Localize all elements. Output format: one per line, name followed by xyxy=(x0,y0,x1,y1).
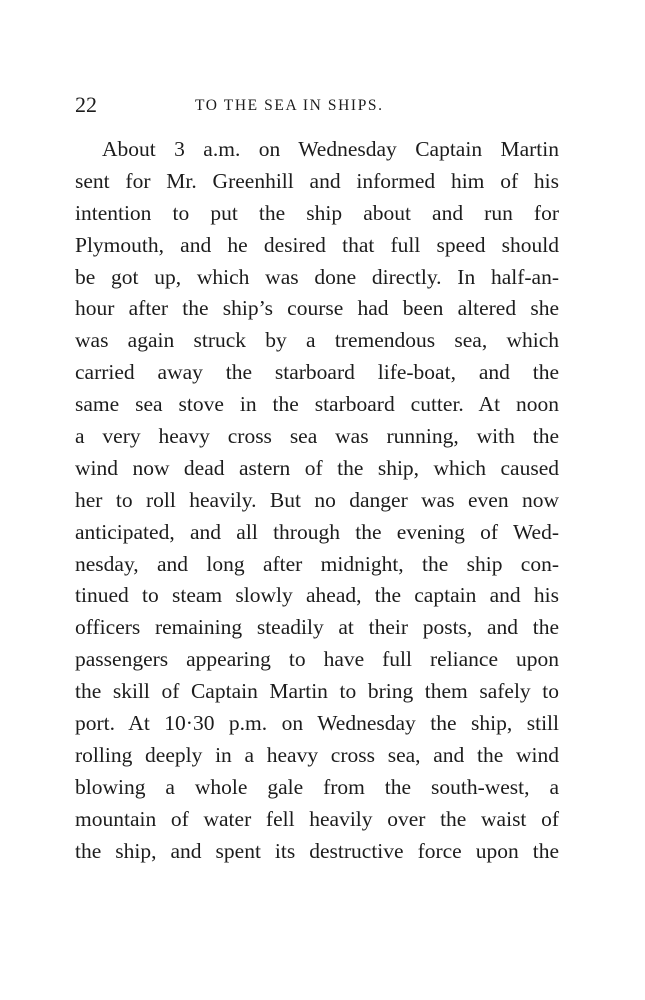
text-line: intention to put the ship about and run for xyxy=(75,200,559,225)
text-line: anticipated, and all through the evening of Wed- xyxy=(75,519,559,544)
text-line: mountain of water fell heavily over the waist of xyxy=(75,806,559,831)
text-line: nesday, and long after midnight, the ship con- xyxy=(75,551,559,576)
text-line: port. At 10·30 p.m. on Wednesday the ship, still xyxy=(75,711,559,736)
running-title: TO THE SEA IN SHIPS. xyxy=(195,97,384,114)
text-line: passengers appearing to have full reliance upon xyxy=(75,647,559,672)
text-line: carried away the starboard life-boat, and the xyxy=(75,360,559,385)
text-line: About 3 a.m. on Wednesday Captain Martin xyxy=(102,137,559,161)
text-line: wind now dead astern of the ship, which caused xyxy=(75,455,559,480)
text-line: be got up, which was done directly. In half-an- xyxy=(75,264,559,289)
text-line: same sea stove in the starboard cutter. At noon xyxy=(75,392,559,417)
text-line: the ship, and spent its destructive force upon the xyxy=(75,838,559,863)
text-line: the skill of Captain Martin to bring them safely to xyxy=(75,679,559,704)
text-line: a very heavy cross sea was running, with the xyxy=(75,424,559,449)
text-line: tinued to steam slowly ahead, the captain and his xyxy=(75,583,559,608)
text-line: rolling deeply in a heavy cross sea, and the wind xyxy=(75,742,559,767)
page-header xyxy=(75,90,559,120)
body-paragraph xyxy=(75,134,559,867)
text-line: Plymouth, and he desired that full speed should xyxy=(75,232,559,257)
text-line: officers remaining steadily at their posts, and the xyxy=(75,615,559,640)
text-line: was again struck by a tremendous sea, which xyxy=(75,328,559,353)
text-line: her to roll heavily. But no danger was even now xyxy=(75,487,559,512)
text-line: hour after the ship’s course had been altered she xyxy=(75,296,559,321)
text-line: blowing a whole gale from the south-west, a xyxy=(75,774,559,799)
text-line: sent for Mr. Greenhill and informed him of his xyxy=(75,168,559,193)
page-number: 22 xyxy=(75,92,97,117)
